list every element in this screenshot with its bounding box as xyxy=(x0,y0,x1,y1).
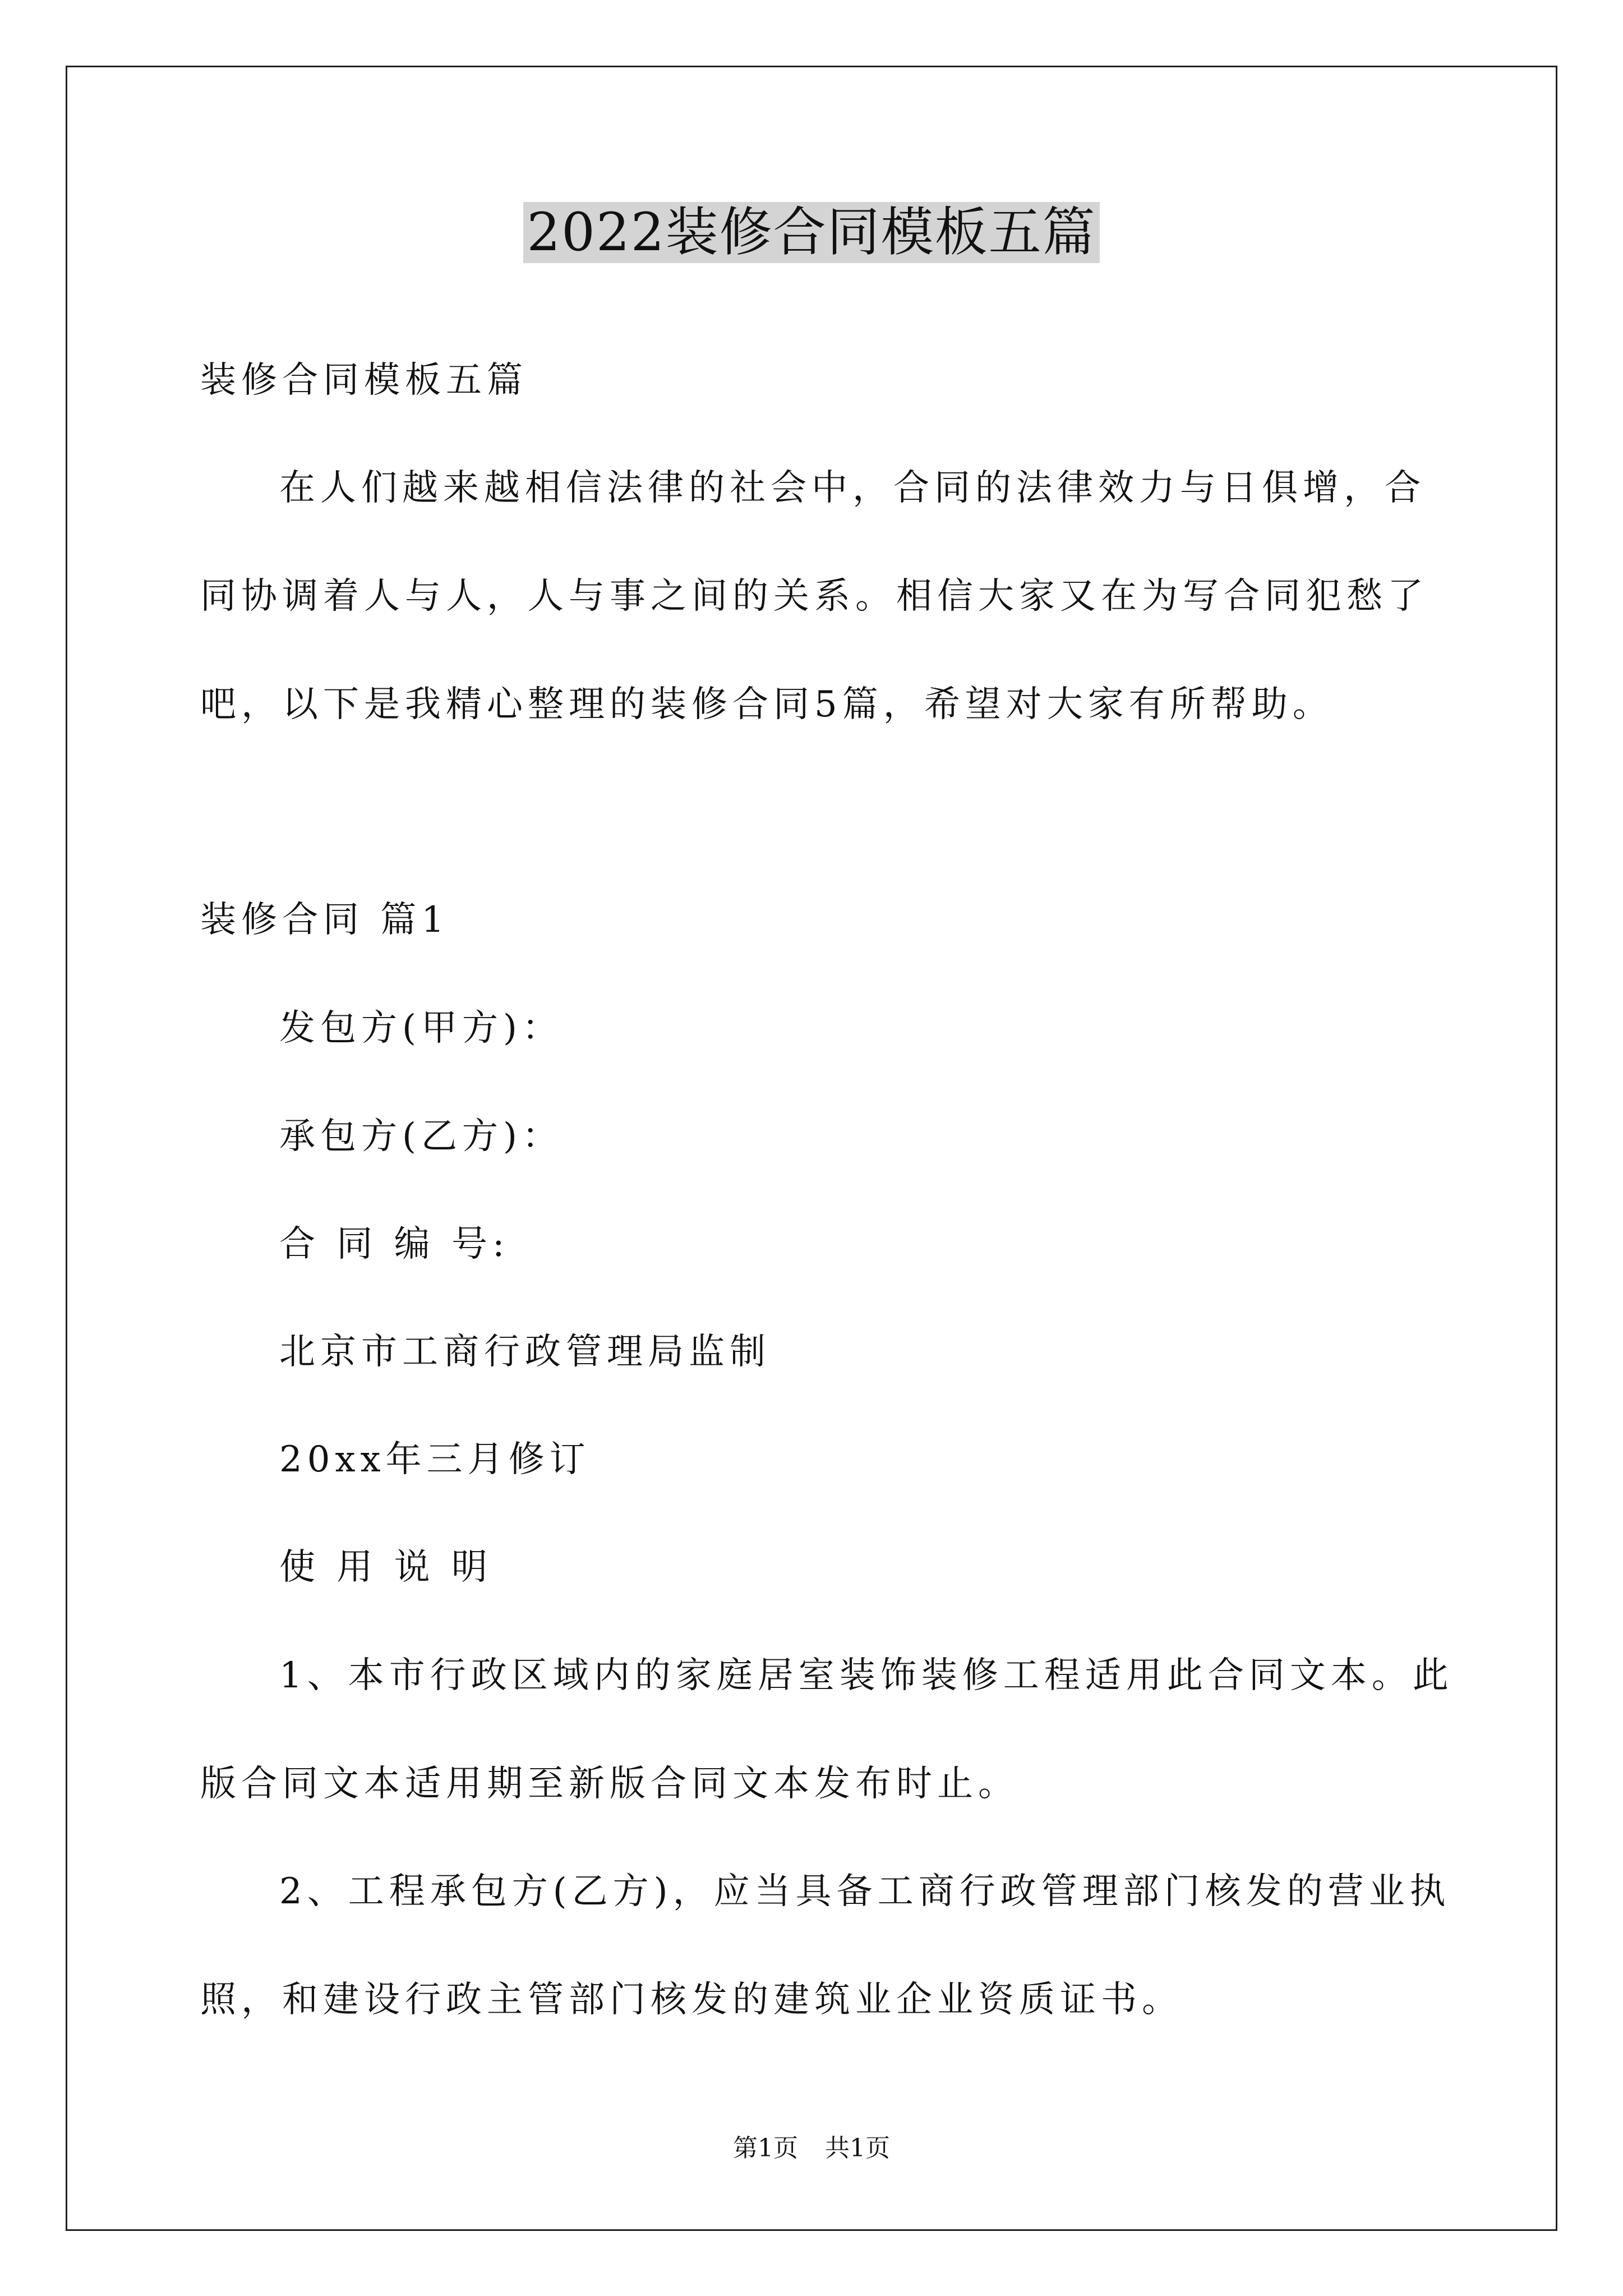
title-text-highlight: 2022装修合同模板五篇 xyxy=(523,202,1099,263)
contract-number-label: 合 同 编 号: xyxy=(279,1223,510,1265)
page-number-current: 第1页 xyxy=(733,2134,798,2162)
instruction-item-1-line-1: 1、本市行政区域内的家庭居室装饰装修工程适用此合同文本。此 xyxy=(279,1655,1454,1696)
page-footer xyxy=(0,2132,1623,2165)
instruction-item-1-line-2: 版合同文本适用期至新版合同文本发布时止。 xyxy=(200,1763,1019,1805)
intro-line-3: 吧，以下是我精心整理的装修合同5篇，希望对大家有所帮助。 xyxy=(200,684,1334,725)
party-b-label: 承包方(乙方)： xyxy=(279,1116,563,1157)
intro-line-1: 在人们越来越相信法律的社会中，合同的法律效力与日俱增，合 xyxy=(279,467,1426,509)
page-number-total: 共1页 xyxy=(825,2134,890,2162)
section-heading-1: 装修合同 篇1 xyxy=(200,899,450,941)
instruction-item-2-line-1: 2、工程承包方(乙方)，应当具备工商行政管理部门核发的营业执 xyxy=(279,1871,1451,1912)
revision-line: 20xx年三月修订 xyxy=(279,1439,591,1480)
supervisor-line: 北京市工商行政管理局监制 xyxy=(279,1331,771,1373)
instruction-item-2-line-2: 照，和建设行政主管部门核发的建筑业企业资质证书。 xyxy=(200,1979,1183,2021)
subtitle: 装修合同模板五篇 xyxy=(200,360,528,401)
instructions-heading: 使 用 说 明 xyxy=(279,1547,493,1588)
party-a-label: 发包方(甲方)： xyxy=(279,1007,563,1049)
document-title xyxy=(0,194,1623,272)
intro-line-2: 同协调着人与人，人与事之间的关系。相信大家又在为写合同犯愁了 xyxy=(200,576,1428,617)
